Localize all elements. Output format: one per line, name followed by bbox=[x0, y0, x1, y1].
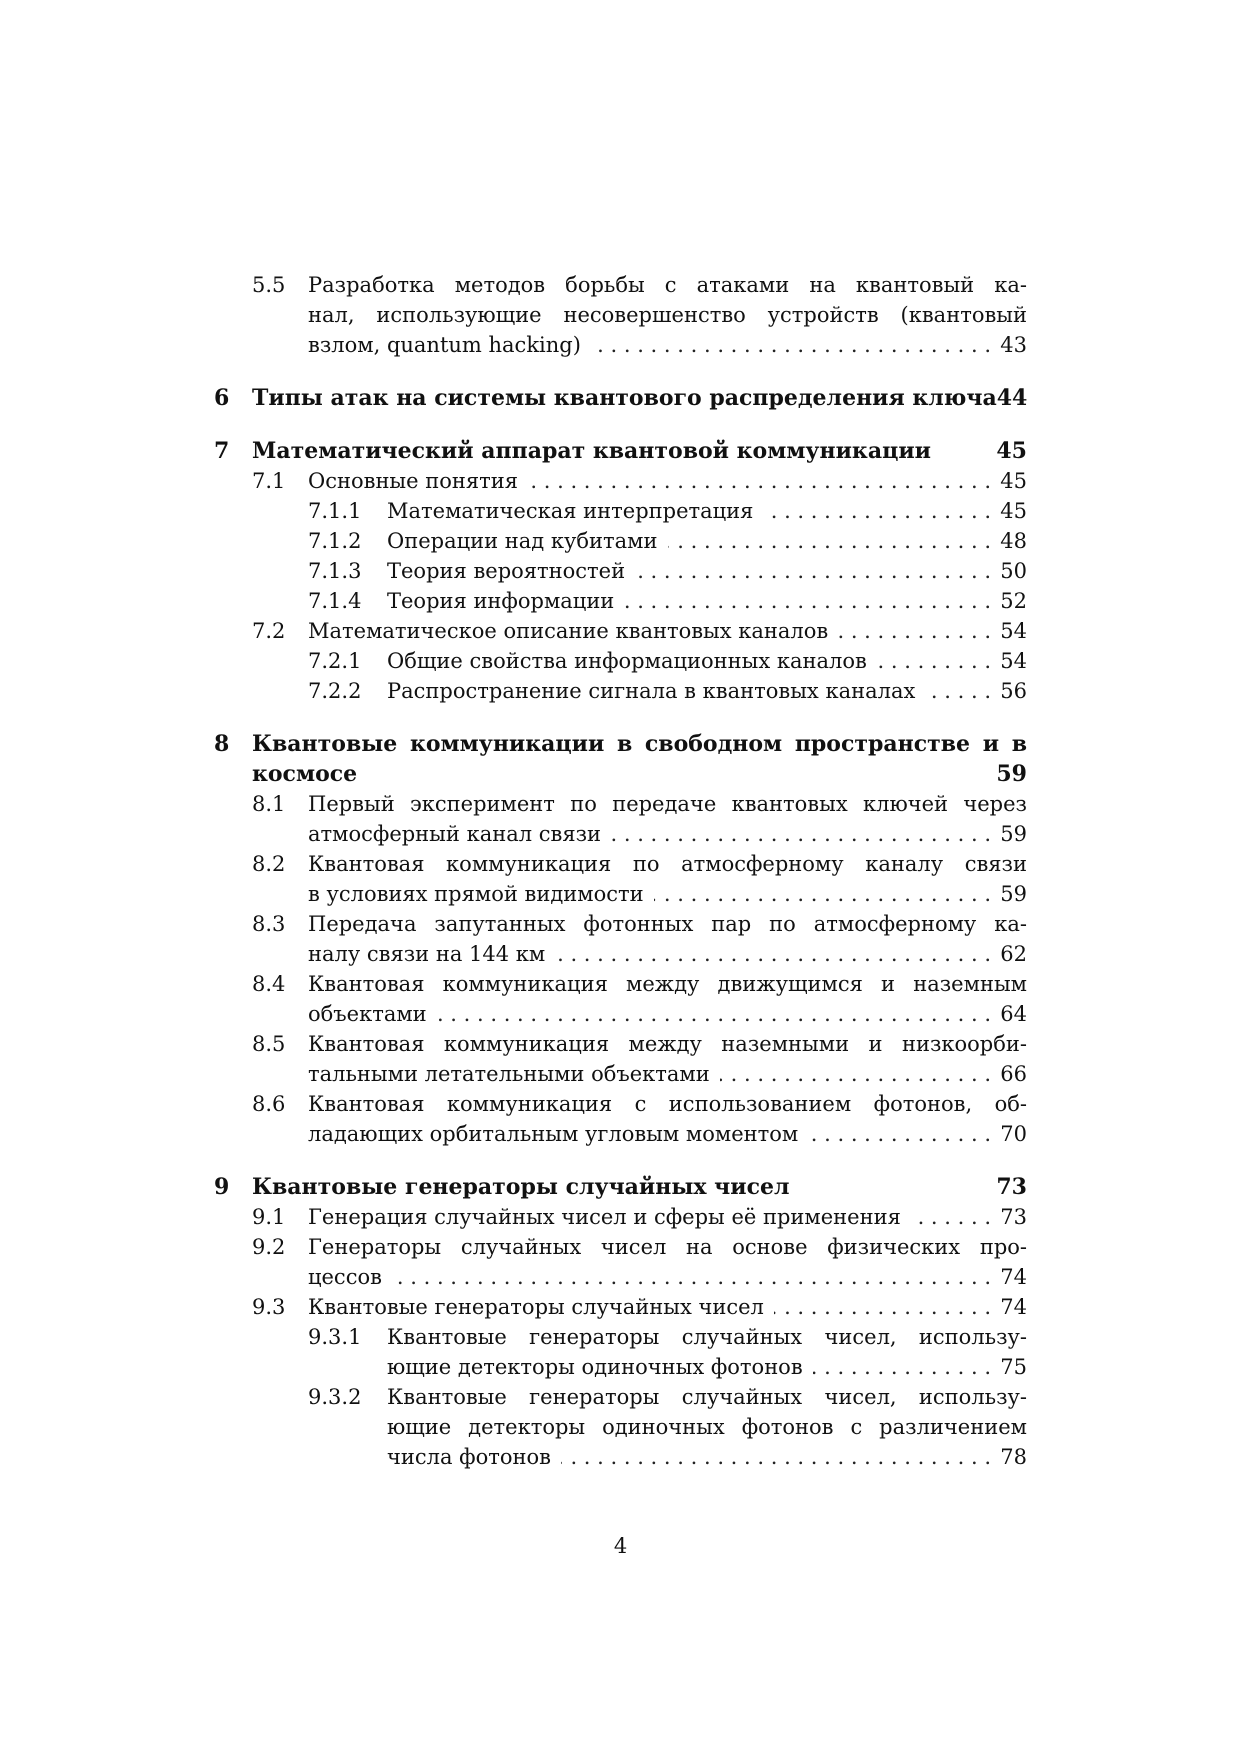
toc-entry-8-2-cont bbox=[0, 879, 1241, 909]
toc-number: 9.3.2 bbox=[308, 1385, 362, 1409]
leader-dots bbox=[624, 586, 991, 616]
toc-entry-9-3-1-cont bbox=[0, 1352, 1241, 1382]
toc-chapter-8-cont bbox=[0, 759, 1241, 789]
leader-dots bbox=[911, 1202, 991, 1232]
toc-number: 9.1 bbox=[252, 1205, 286, 1229]
toc-number: 7 bbox=[214, 438, 230, 464]
toc-entry-9-3-1[interactable] bbox=[0, 1322, 1241, 1352]
toc-entry-8-5-cont bbox=[0, 1059, 1241, 1089]
toc-entry-7-1-4[interactable] bbox=[0, 586, 1241, 616]
toc-entry-9-3[interactable] bbox=[0, 1292, 1241, 1322]
toc-number: 7.1.2 bbox=[308, 529, 362, 553]
toc-entry-8-5[interactable] bbox=[0, 1029, 1241, 1059]
toc-title-line: Генерация случайных чисел и сферы её применения bbox=[308, 1205, 901, 1229]
toc-title-line: в условиях прямой видимости bbox=[308, 882, 644, 906]
leader-dots bbox=[720, 1059, 991, 1089]
leader-dots bbox=[774, 1292, 991, 1322]
toc-page-ref: 48 bbox=[1000, 529, 1027, 553]
toc-page-ref: 59 bbox=[1000, 822, 1027, 846]
toc-entry-9-1[interactable] bbox=[0, 1202, 1241, 1232]
leader-dots bbox=[591, 330, 991, 360]
toc-entry-8-6-cont bbox=[0, 1119, 1241, 1149]
leader-dots bbox=[813, 1352, 991, 1382]
toc-number: 9.2 bbox=[252, 1235, 286, 1259]
toc-page-ref: 54 bbox=[1000, 619, 1027, 643]
leader-dots bbox=[437, 999, 991, 1029]
toc-page-ref: 59 bbox=[1000, 882, 1027, 906]
toc-number: 8.3 bbox=[252, 912, 286, 936]
toc-title-line: Математическое описание квантовых каналов bbox=[308, 619, 829, 643]
toc-page-ref: 73 bbox=[1000, 1205, 1027, 1229]
toc-number: 8 bbox=[214, 731, 230, 757]
toc-entry-7-1-3[interactable] bbox=[0, 556, 1241, 586]
toc-number: 7.2.1 bbox=[308, 649, 362, 673]
leader-dots bbox=[392, 1262, 991, 1292]
toc-title-line: объектами bbox=[308, 1002, 427, 1026]
toc-title-line: Квантовые генераторы случайных чисел, использу- bbox=[387, 1325, 1027, 1349]
leader-dots bbox=[654, 879, 991, 909]
toc-title-line: Основные понятия bbox=[308, 469, 518, 493]
toc-title-line: ющие детекторы одиночных фотонов bbox=[387, 1355, 803, 1379]
toc-title-line: Распространение сигнала в квантовых каналах bbox=[387, 679, 916, 703]
toc-entry-7-1[interactable] bbox=[0, 466, 1241, 496]
leader-dots bbox=[561, 1442, 991, 1472]
toc-number: 9.3 bbox=[252, 1295, 286, 1319]
toc-title-line: Общие свойства информационных каналов bbox=[387, 649, 867, 673]
toc-entry-9-3-2-cont bbox=[0, 1412, 1241, 1442]
toc-page-ref: 45 bbox=[996, 438, 1027, 464]
toc-entry-8-6[interactable] bbox=[0, 1089, 1241, 1119]
toc-chapter-title: Типы атак на системы квантового распределения ключа bbox=[252, 385, 997, 411]
toc-title-line: атмосферный канал связи bbox=[308, 822, 602, 846]
toc-page-ref: 62 bbox=[1000, 942, 1027, 966]
toc-page-ref: 66 bbox=[1000, 1062, 1027, 1086]
toc-title-line: Квантовая коммуникация между наземными и низкоорби- bbox=[308, 1032, 1027, 1056]
toc-title-line: Квантовые генераторы случайных чисел, использу- bbox=[387, 1385, 1027, 1409]
toc-entry-8-3-cont bbox=[0, 939, 1241, 969]
toc-title-line: ющие детекторы одиночных фотонов с различением bbox=[387, 1415, 1027, 1439]
toc-entry-9-3-2-last bbox=[0, 1442, 1241, 1472]
toc-number: 8.1 bbox=[252, 792, 286, 816]
toc-chapter-6[interactable] bbox=[0, 383, 1241, 413]
toc-title-line: Первый эксперимент по передаче квантовых ключей через bbox=[308, 792, 1027, 816]
toc-number: 8.6 bbox=[252, 1092, 286, 1116]
toc-number: 6 bbox=[214, 385, 230, 411]
toc-page-ref: 75 bbox=[1000, 1355, 1027, 1379]
toc-number: 7.1.1 bbox=[308, 499, 362, 523]
toc-page-ref: 45 bbox=[1000, 469, 1027, 493]
toc-title-line: Квантовые генераторы случайных чисел bbox=[308, 1295, 764, 1319]
toc-page-ref: 59 bbox=[996, 761, 1027, 787]
toc-entry-9-2-cont bbox=[0, 1262, 1241, 1292]
toc-number: 5.5 bbox=[252, 273, 286, 297]
toc-title-line: ладающих орбитальным угловым моментом bbox=[308, 1122, 799, 1146]
toc-entry-8-2[interactable] bbox=[0, 849, 1241, 879]
toc-title-line: Теория информации bbox=[387, 589, 615, 613]
toc-page-ref: 74 bbox=[1000, 1295, 1027, 1319]
toc-entry-9-2[interactable] bbox=[0, 1232, 1241, 1262]
toc-title-line: Генераторы случайных чисел на основе физических про- bbox=[308, 1235, 1027, 1259]
leader-dots bbox=[528, 466, 991, 496]
toc-number: 9 bbox=[214, 1174, 230, 1200]
toc-title-line: цессов bbox=[308, 1265, 382, 1289]
toc-page-ref: 74 bbox=[1000, 1265, 1027, 1289]
leader-dots bbox=[808, 1119, 991, 1149]
toc-entry-7-2-1[interactable] bbox=[0, 646, 1241, 676]
toc-title-line: Квантовая коммуникация с использованием фотонов, об- bbox=[308, 1092, 1027, 1116]
leader-dots bbox=[925, 676, 991, 706]
toc-chapter-8[interactable] bbox=[0, 729, 1241, 759]
toc-entry-7-1-2[interactable] bbox=[0, 526, 1241, 556]
toc-title-line: нал, использующие несовершенство устройств (квантовый bbox=[308, 303, 1027, 327]
toc-page-ref: 56 bbox=[1000, 679, 1027, 703]
toc-chapter-title: космосе bbox=[252, 761, 358, 787]
toc-title-line: Теория вероятностей bbox=[387, 559, 626, 583]
toc-chapter-title: Квантовые генераторы случайных чисел bbox=[252, 1174, 790, 1200]
toc-entry-7-2[interactable] bbox=[0, 616, 1241, 646]
leader-dots bbox=[668, 526, 992, 556]
toc-chapter-7[interactable] bbox=[0, 436, 1241, 466]
toc-page-ref: 54 bbox=[1000, 649, 1027, 673]
toc-title-line: числа фотонов bbox=[387, 1445, 551, 1469]
toc-entry-8-1[interactable] bbox=[0, 789, 1241, 819]
toc-number: 7.1.3 bbox=[308, 559, 362, 583]
toc-entry-9-3-2[interactable] bbox=[0, 1382, 1241, 1412]
toc-number: 8.2 bbox=[252, 852, 286, 876]
toc-entry-7-1-1[interactable] bbox=[0, 496, 1241, 526]
leader-dots bbox=[611, 819, 991, 849]
leader-dots bbox=[763, 496, 991, 526]
toc-title-line: налу связи на 144 км bbox=[308, 942, 546, 966]
toc-title-line: Разработка методов борьбы с атаками на квантовый ка- bbox=[308, 273, 1027, 297]
toc-page-ref: 44 bbox=[996, 385, 1028, 411]
toc-page-ref: 64 bbox=[1000, 1002, 1027, 1026]
toc-entry-8-4[interactable] bbox=[0, 969, 1241, 999]
toc-number: 7.2.2 bbox=[308, 679, 362, 703]
leader-dots bbox=[635, 556, 991, 586]
toc-entry-5-5-last bbox=[0, 330, 1241, 360]
toc-page-ref: 73 bbox=[996, 1174, 1027, 1200]
toc-entry-5-5[interactable] bbox=[0, 270, 1241, 300]
toc-entry-7-2-2[interactable] bbox=[0, 676, 1241, 706]
toc-page-ref: 50 bbox=[1000, 559, 1027, 583]
toc-number: 8.5 bbox=[252, 1032, 286, 1056]
toc-title-line: взлом, quantum hacking) bbox=[308, 333, 581, 357]
toc-chapter-9[interactable] bbox=[0, 1172, 1241, 1202]
toc-entry-8-1-cont bbox=[0, 819, 1241, 849]
toc-title-line: Квантовая коммуникация по атмосферному каналу связи bbox=[308, 852, 1027, 876]
toc-title-line: Операции над кубитами bbox=[387, 529, 658, 553]
page-number: 4 bbox=[613, 1534, 628, 1558]
toc-number: 7.1 bbox=[252, 469, 286, 493]
toc-entry-8-3[interactable] bbox=[0, 909, 1241, 939]
toc-page-ref: 43 bbox=[1000, 333, 1027, 357]
toc-entry-5-5-cont bbox=[0, 300, 1241, 330]
toc-title-line: Математическая интерпретация bbox=[387, 499, 754, 523]
toc-number: 7.2 bbox=[252, 619, 286, 643]
toc-page-ref: 78 bbox=[1000, 1445, 1027, 1469]
toc-number: 8.4 bbox=[252, 972, 286, 996]
leader-dots bbox=[838, 616, 991, 646]
toc-page-ref: 52 bbox=[1000, 589, 1027, 613]
toc-page-ref: 45 bbox=[1000, 499, 1027, 523]
toc-chapter-title: Математический аппарат квантовой коммуникации bbox=[252, 438, 931, 464]
toc-title-line: тальными летательными объектами bbox=[308, 1062, 710, 1086]
toc-page-ref: 70 bbox=[1000, 1122, 1027, 1146]
toc-number: 9.3.1 bbox=[308, 1325, 362, 1349]
toc-number: 7.1.4 bbox=[308, 589, 362, 613]
toc-title-line: Передача запутанных фотонных пар по атмосферному ка- bbox=[308, 912, 1027, 936]
leader-dots bbox=[555, 939, 991, 969]
toc-chapter-title: Квантовые коммуникации в свободном пространстве и в bbox=[252, 731, 1027, 757]
leader-dots bbox=[877, 646, 991, 676]
toc-title-line: Квантовая коммуникация между движущимся и наземным bbox=[308, 972, 1027, 996]
toc-entry-8-4-cont bbox=[0, 999, 1241, 1029]
